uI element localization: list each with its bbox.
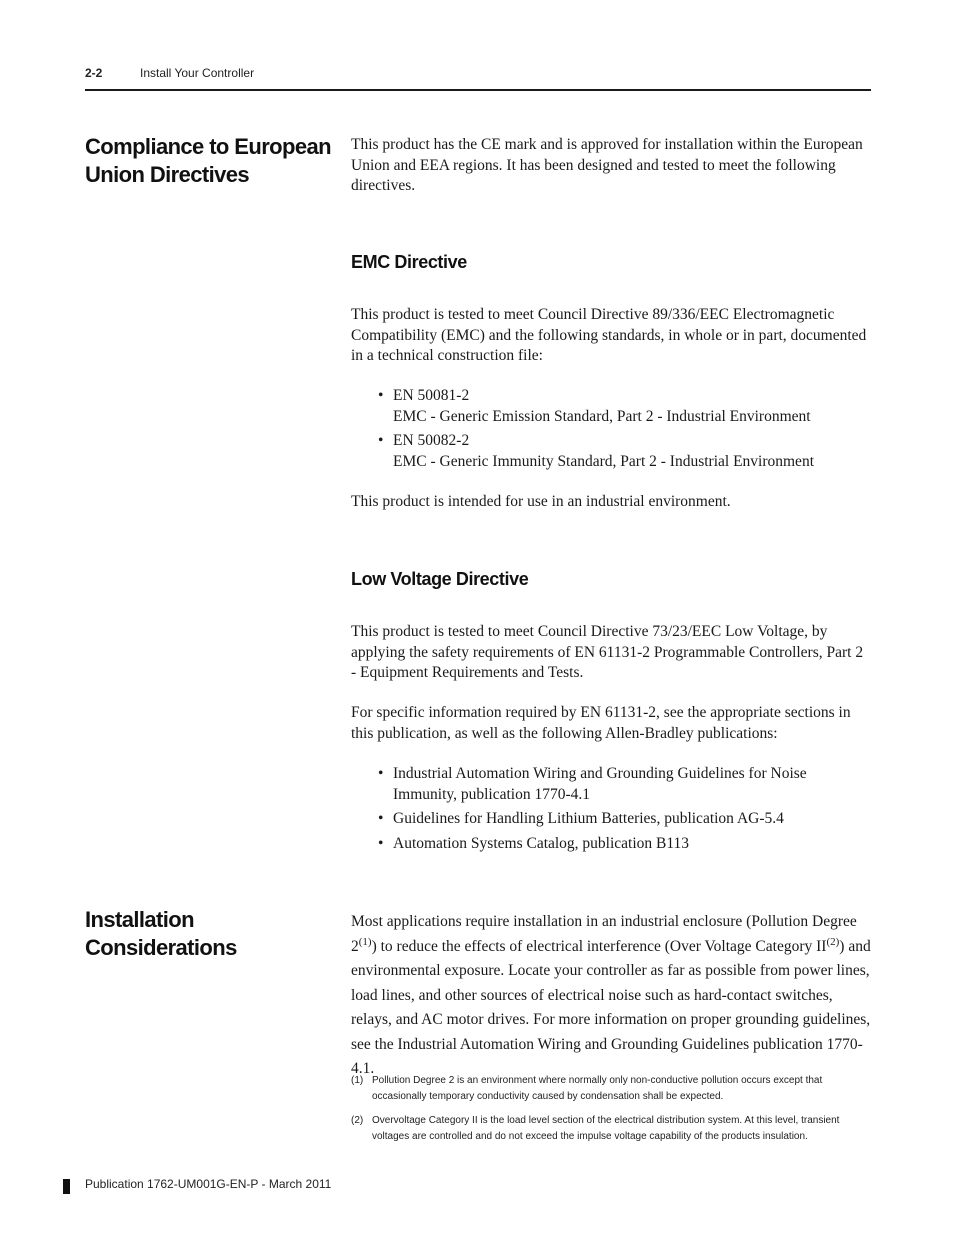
low-voltage-para-1: This product is tested to meet Council Directive 73/23/EEC Low Voltage, by applying the safety requirements of EN 61131-2 Programmable Controllers, Part 2 - Equipment Requirements and Tests. bbox=[351, 623, 864, 681]
list-item bbox=[378, 809, 870, 830]
publication-item: Guidelines for Handling Lithium Batteries, publication AG-5.4 bbox=[393, 810, 784, 827]
body-text: ) and environmental exposure. Locate your controller as far as possible from power lines, load lines, and other sources of electrical noise such as hard-contact switches, relays, and AC motor drives. For more information on proper grounding guidelines, see the Industrial Automation Wiring and Grounding Guidelines publication 1770-4.1. bbox=[351, 937, 871, 1077]
footer-marker bbox=[63, 1179, 70, 1194]
publications-list bbox=[378, 764, 870, 858]
emc-intro: This product is tested to meet Council Directive 89/336/EEC Electromagnetic Compatibility (EMC) and the following standards, in whole or in part, documented in a technical construction file: bbox=[351, 306, 867, 364]
low-voltage-directive-heading: Low Voltage Directive bbox=[351, 569, 529, 589]
publication-footer: Publication 1762-UM001G-EN-P - March 2011 bbox=[85, 1177, 332, 1191]
section-heading-installation: Installation Considerations bbox=[85, 907, 237, 960]
footnote-mark: (1) bbox=[351, 1075, 364, 1086]
heading-line: Compliance to European bbox=[85, 134, 331, 159]
footnote-text: Pollution Degree 2 is an environment where normally only non-conductive pollution occurs except that occasionally temporary conductivity caused by condensation shall be expected. bbox=[372, 1075, 823, 1102]
standard-number: EN 50082-2 bbox=[393, 432, 470, 449]
footnote-text: Overvoltage Category II is the load level section of the electrical distribution system. At this level, transient voltages are controlled and do not exceed the impulse voltage capability of the products insulation. bbox=[372, 1115, 840, 1142]
bullet-icon: • bbox=[378, 834, 384, 852]
list-item bbox=[378, 834, 870, 855]
low-voltage-para-2: For specific information required by EN 61131-2, see the appropriate sections in this publication, as well as the following Allen-Bradley publications: bbox=[351, 704, 851, 742]
emc-standards-list bbox=[378, 386, 870, 476]
publication-item: Industrial Automation Wiring and Grounding Guidelines for Noise Immunity, publication 1770-4.1 bbox=[393, 765, 807, 803]
list-item bbox=[378, 764, 870, 805]
bullet-icon: • bbox=[378, 432, 384, 449]
footnote-mark: (2) bbox=[351, 1115, 364, 1126]
bullet-icon: • bbox=[378, 810, 384, 827]
header-divider bbox=[85, 89, 871, 91]
emc-directive-heading: EMC Directive bbox=[351, 252, 467, 272]
footnote-ref-2[interactable]: (2) bbox=[826, 935, 840, 948]
footnote-1 bbox=[351, 1073, 871, 1105]
footnote-2 bbox=[351, 1113, 871, 1145]
footnotes bbox=[351, 1073, 871, 1153]
publication-item: Automation Systems Catalog, publication B113 bbox=[393, 834, 690, 852]
section-heading-compliance bbox=[85, 133, 335, 189]
footnote-ref-1[interactable]: (1) bbox=[358, 935, 372, 948]
standard-description: EMC - Generic Emission Standard, Part 2 - Industrial Environment bbox=[393, 407, 811, 425]
bullet-icon: • bbox=[378, 765, 384, 782]
standard-description: EMC - Generic Immunity Standard, Part 2 - Industrial Environment bbox=[393, 452, 814, 470]
page-number: 2-2 bbox=[85, 66, 103, 80]
installation-body bbox=[351, 910, 871, 1082]
bullet-icon: • bbox=[378, 387, 384, 404]
list-item bbox=[378, 386, 870, 427]
compliance-intro: This product has the CE mark and is approved for installation within the European Union and EEA regions. It has been designed and tested to meet the following directives. bbox=[351, 136, 863, 194]
chapter-title: Install Your Controller bbox=[140, 66, 255, 80]
body-text: Most applications require installation in an industrial enclosure (Pollution Degree 2 bbox=[351, 913, 857, 955]
emc-closing: This product is intended for use in an industrial environment. bbox=[351, 493, 731, 510]
heading-line: Union Directives bbox=[85, 162, 250, 187]
list-item bbox=[378, 431, 870, 472]
body-text: ) to reduce the effects of electrical interference (Over Voltage Category II bbox=[371, 937, 827, 955]
standard-number: EN 50081-2 bbox=[393, 387, 470, 404]
